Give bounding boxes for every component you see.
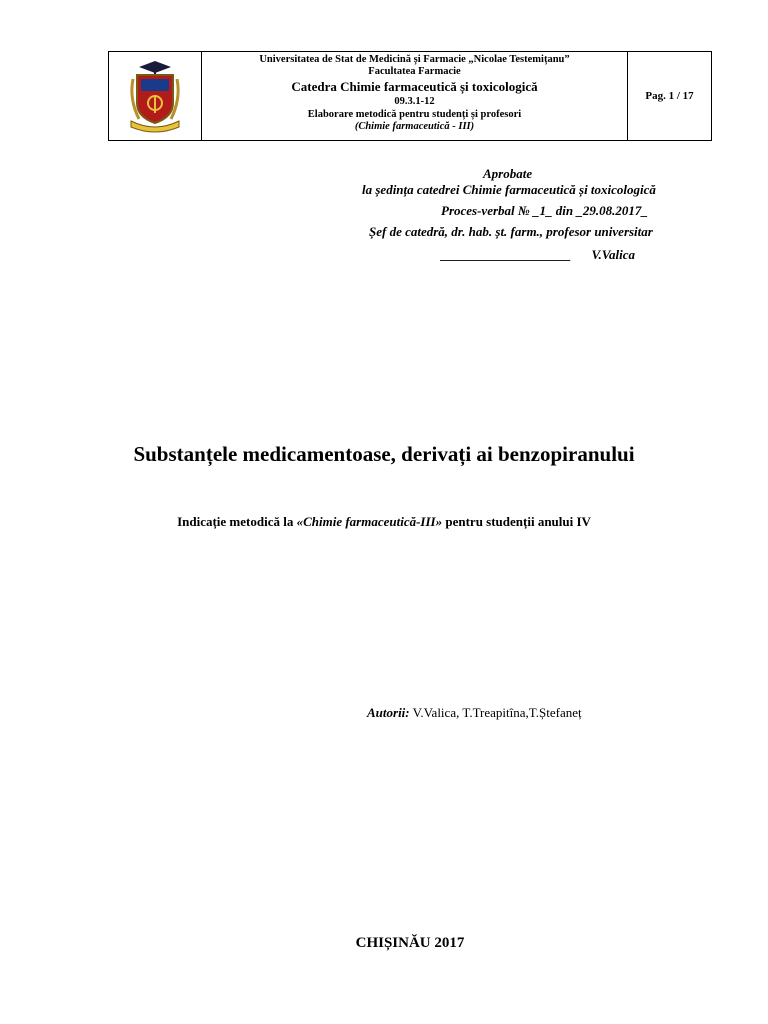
authors-label: Autorii:	[367, 705, 410, 720]
authors-names: V.Valica, T.Treapitîna,T.Ștefaneț	[409, 705, 582, 720]
signatory-name: V.Valica	[591, 247, 635, 262]
subtitle-suffix: pentru studenții anului IV	[442, 514, 591, 529]
document-title: Substanțele medicamentoase, derivați ai benzopiranului	[133, 442, 635, 466]
city-year: CHIȘINĂU 2017	[355, 935, 465, 951]
subject-name: (Chimie farmaceutică - III)	[354, 121, 475, 132]
minutes-text: Proces-verbal № _1_ din _29.08.2017_	[441, 203, 648, 218]
department-name: Catedra Chimie farmaceutică și toxicologică	[291, 79, 538, 94]
document-subtitle	[0, 514, 768, 530]
authors-line	[367, 705, 582, 721]
signature-line	[441, 247, 635, 263]
header-center-cell	[202, 52, 628, 140]
document-header-table	[108, 51, 712, 141]
subtitle-course: «Chimie farmaceutică-III»	[296, 514, 443, 529]
page-number	[628, 52, 711, 140]
document-type: Elaborare metodică pentru studenți și profesori	[307, 109, 522, 120]
signature-underline: ____________________	[441, 247, 571, 262]
subtitle-prefix: Indicație metodică la	[177, 514, 297, 529]
meeting-text: la ședința catedrei Chimie farmaceutică și toxicologică	[362, 182, 656, 197]
document-code: 09.3.1-12	[394, 96, 435, 107]
university-name: Universitatea de Stat de Medicină și Farmacie „Nicolae Testemițanu”	[259, 54, 570, 65]
logo-cell	[109, 52, 202, 140]
faculty-name: Facultatea Farmacie	[368, 66, 461, 77]
approved-label: Aprobate	[483, 166, 533, 181]
university-crest-icon	[127, 59, 183, 133]
head-of-department: Șef de catedră, dr. hab. șt. farm., profesor universitar	[369, 224, 653, 239]
page-number-text: Pag. 1 / 17	[645, 90, 694, 102]
